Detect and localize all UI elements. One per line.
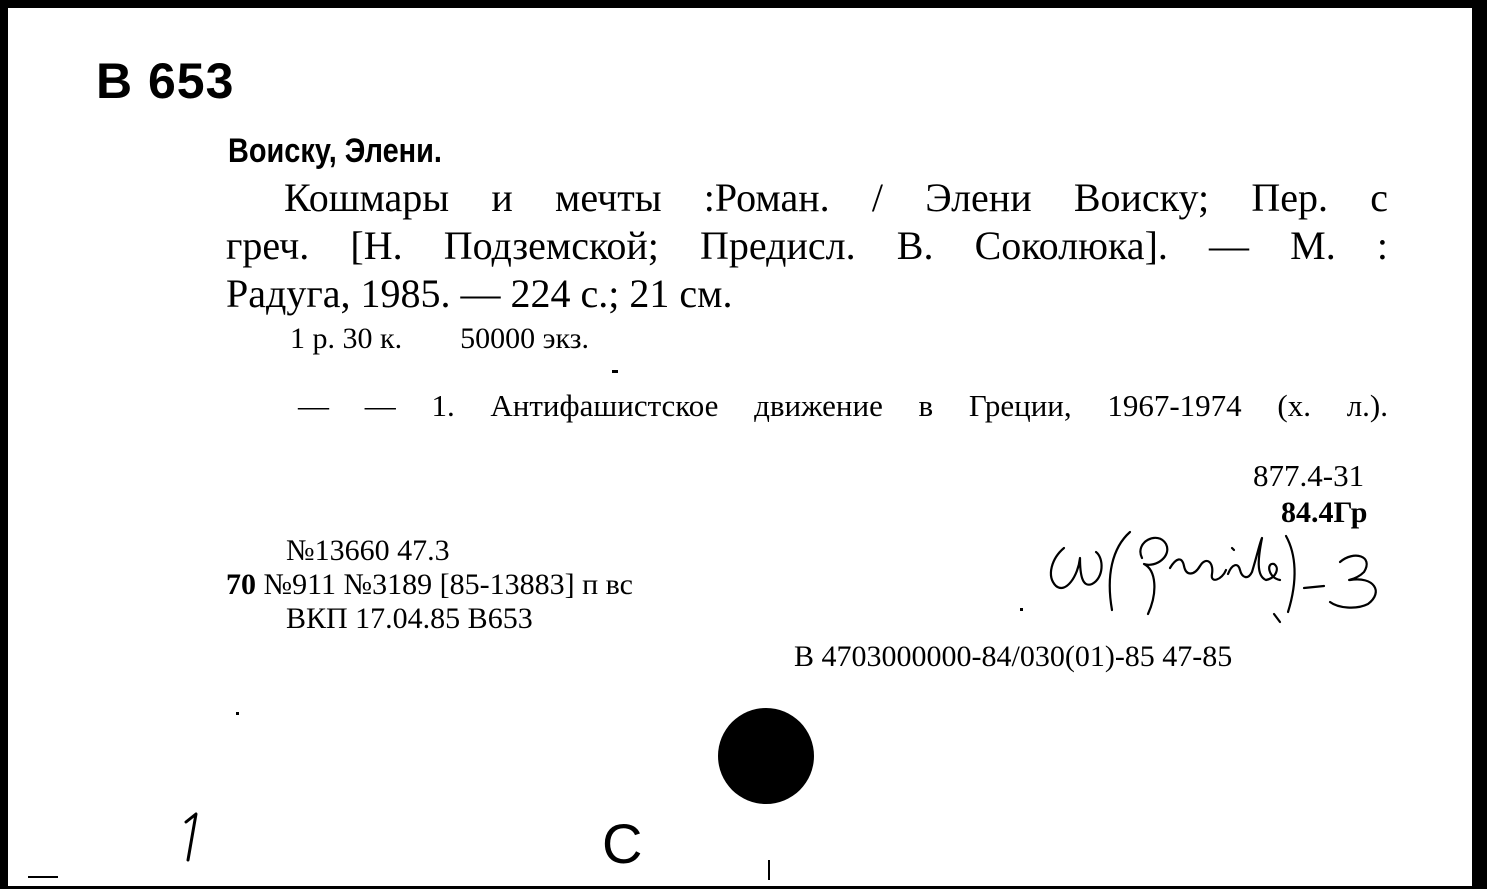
title-line-1: Кошмары и мечты :Роман. / Элени Воиску; Пер. с [284,175,1388,220]
speck [768,860,770,880]
author-heading: Воиску, Элени. [228,132,442,170]
price-line [290,324,589,354]
price: 1 р. 30 к. [290,322,403,355]
call-number: B 653 [96,53,235,109]
speck [236,712,239,715]
accession-prefix: 70 [226,568,256,601]
stamp-letter: С [602,812,643,875]
handwritten-signature [1034,518,1434,628]
accession-numbers: №911 №3189 [85-13883] п вс [263,568,633,601]
accession-line-3: ВКП 17.04.85 В653 [286,602,533,635]
subject-entry: — — 1. Антифашистское движение в Греции, 1967-1974 (х. л.). [298,388,1388,423]
accession-line-2 [226,570,633,600]
title-line-3: Радуга, 1985. — 224 с.; 21 см. [226,271,733,316]
classification-udc: 877.4-31 [1253,458,1365,493]
speck [612,370,618,373]
speck [28,876,58,878]
publisher-code: В 4703000000-84/030(01)-85 47-85 [794,640,1233,673]
catalog-card [8,8,1478,886]
punch-hole [718,708,814,804]
classification-bbk: 84.4Гр [1281,496,1368,529]
handwritten-mark [168,808,208,868]
print-run: 50000 экз. [460,322,589,355]
speck [1020,608,1023,611]
accession-line-1: №13660 47.3 [286,534,450,567]
title-line-2: греч. [Н. Подземской; Предисл. В. Соколюка]. — М. : [226,223,1388,268]
